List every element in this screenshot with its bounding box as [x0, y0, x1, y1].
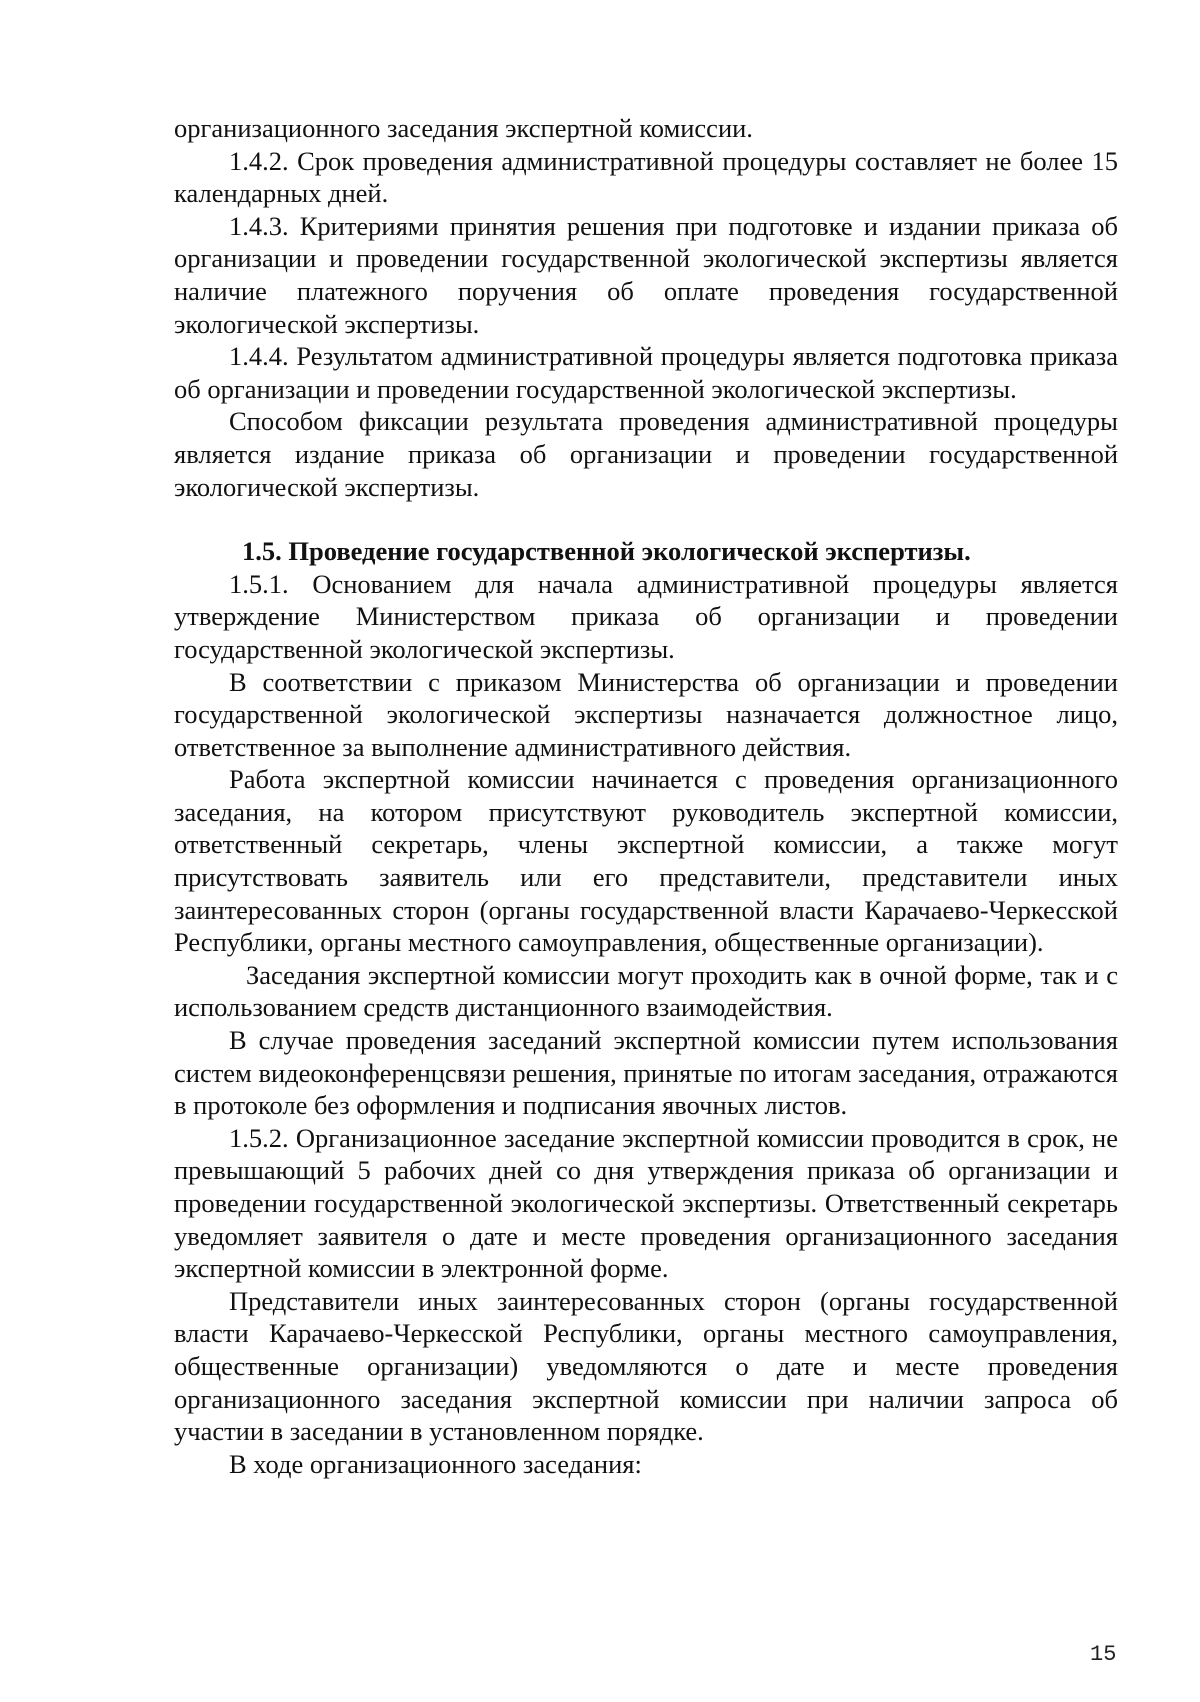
paragraph-videoconference: В случае проведения заседаний экспертной комиссии путем использования систем видеоконференцсвязи решения, принятые по итогам заседания, отражаются в протоколе без оформления и подписания явочных листов. — [174, 1025, 1118, 1121]
paragraph-during-meeting: В ходе организационного заседания: — [229, 1448, 642, 1479]
paragraph-1-5-2: 1.5.2. Организационное заседание экспертной комиссии проводится в срок, не превышающий 5 рабочих дней со дня утверждения приказа об организации и проведении государственной экологической экспертизы. Ответственный секретарь уведомляет заявителя о дате и месте проведения организационного заседания экспертной комиссии в электронной форме. — [174, 1122, 1118, 1284]
page-number: 15 — [1090, 1642, 1117, 1667]
paragraph-1-5-1: 1.5.1. Основанием для начала административной процедуры является утверждение Министерством приказа об организации и проведении государственной экологической экспертизы. — [174, 568, 1118, 664]
paragraph-commission-work: Работа экспертной комиссии начинается с проведения организационного заседания, на котором присутствуют руководитель экспертной комиссии, ответственный секретарь, члены экспертной комиссии, а также могут присутствовать заявитель или его представители, представители иных заинтересованных сторон (органы государственной власти Карачаево-Черкесской Республики, органы местного самоуправления, общественные организации). — [174, 764, 1118, 958]
paragraph-1-4-2: 1.4.2. Срок проведения административной процедуры составляет не более 15 календарных дней. — [174, 145, 1118, 209]
paragraph-fixation-method: Способом фиксации результата проведения административной процедуры является издание приказа об организации и проведении государственной экологической экспертизы. — [174, 406, 1118, 502]
section-heading-1-5: 1.5. Проведение государственной экологической экспертизы. — [242, 536, 971, 567]
paragraph-meeting-forms: Заседания экспертной комиссии могут проходить как в очной форме, так и с использованием средств дистанционного взаимодействия. — [174, 959, 1118, 1023]
document-body — [174, 112, 1118, 1480]
paragraph-other-parties: Представители иных заинтересованных сторон (органы государственной власти Карачаево-Черкесской Республики, органы местного самоуправления, общественные организации) уведомляются о дате и месте проведения организационного заседания экспертной комиссии при наличии запроса об участии в заседании в установленном порядке. — [174, 1285, 1118, 1447]
paragraph-1-4-3: 1.4.3. Критериями принятия решения при подготовке и издании приказа об организации и проведении государственной экологической экспертизы является наличие платежного поручения об оплате проведения государственной экологической экспертизы. — [174, 210, 1118, 339]
paragraph-continuation: организационного заседания экспертной комиссии. — [174, 113, 753, 143]
paragraph-1-4-4: 1.4.4. Результатом административной процедуры является подготовка приказа об организации и проведении государственной экологической экспертизы. — [174, 341, 1118, 404]
paragraph-responsible-person: В соответствии с приказом Министерства об организации и проведении государственной экологической экспертизы назначается должностное лицо, ответственное за выполнение административного действия. — [174, 666, 1118, 762]
